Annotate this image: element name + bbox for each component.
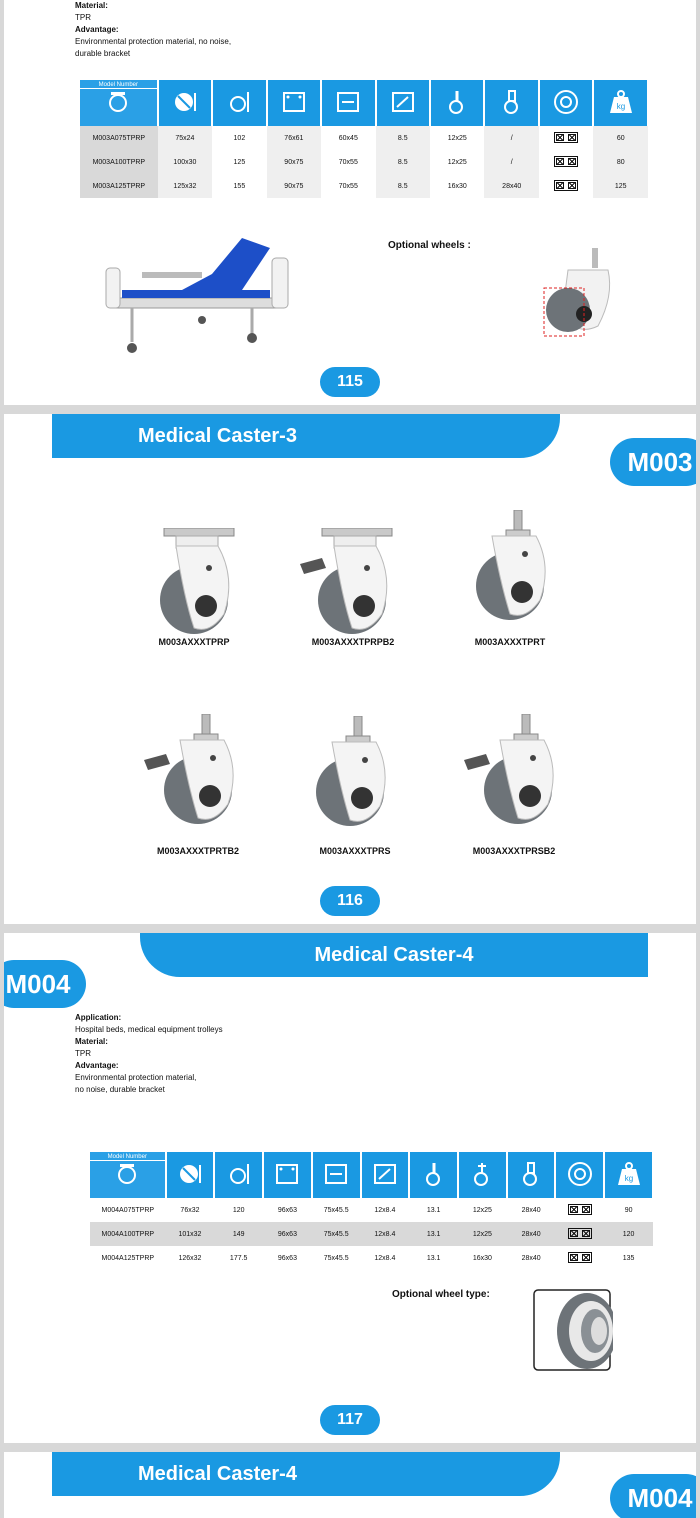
model-header-cell [80,80,158,126]
table-cell: 100x30 [158,150,212,174]
table-cell: 177.5 [214,1246,263,1270]
application-label: Application: [75,1013,122,1022]
table-cell: 90x75 [267,174,321,198]
table-cell: 12x8.4 [361,1222,410,1246]
bearing-cell [539,174,593,198]
table-cell: 76x61 [267,126,321,150]
table-cell: / [484,126,538,150]
wheel-diameter-icon [166,1152,215,1198]
table-header-row [90,1152,653,1198]
advantage-label: Advantage: [75,1061,119,1070]
stem-icon [430,80,484,126]
table-cell: 8.5 [376,150,430,174]
table-row [90,1246,653,1270]
height-icon [214,1152,263,1198]
bearing-symbol [554,180,578,191]
advantage-line: Environmental protection material, no noise, [75,37,232,46]
table-cell: 75x45.5 [312,1222,361,1246]
advantage-line: durable bracket [75,49,131,58]
model-header: Model Number [90,1154,165,1161]
model-cell: M003A125TPRP [80,174,158,198]
table-cell: 28x40 [507,1198,556,1222]
badge-text: M004 [5,969,71,999]
table-row [80,150,648,174]
material-value: TPR [75,13,91,22]
table-cell: 70x55 [321,174,375,198]
hospital-bed-image [102,234,302,356]
stem-diameter-icon [409,1152,458,1198]
table-cell: 76x32 [166,1198,215,1222]
bearing-cell [555,1246,604,1270]
model-cell: M004A125TPRP [90,1246,166,1270]
page-number: 115 [320,367,380,397]
table-cell: 12x8.4 [361,1198,410,1222]
table-cell: 8.5 [376,126,430,150]
table-cell: 12x25 [458,1222,507,1246]
table-cell: 70x55 [321,150,375,174]
wheel-diameter-icon [158,80,212,126]
table-cell: 8.5 [376,174,430,198]
table-cell: 120 [604,1222,653,1246]
section-banner [52,414,560,458]
bearing-symbol [554,132,578,143]
bearing-cell [555,1198,604,1222]
table-cell: 102 [212,126,266,150]
plate-size-icon [267,80,321,126]
model-header-cell [90,1152,166,1198]
application-value: Hospital beds, medical equipment trolleys [75,1025,223,1034]
model-cell: M003A075TPRP [80,126,158,150]
table-cell: 13.1 [409,1222,458,1246]
catalog-page-117 [4,933,696,1443]
material-label: Material: [75,1,108,10]
table-cell: 125 [212,150,266,174]
caster-image [464,714,574,834]
bearing-symbol [554,156,578,167]
bearing-icon [555,1152,604,1198]
catalog-page-118 [4,1452,696,1518]
optional-wheels-label: Optional wheels : [388,240,471,251]
table-cell: 60 [593,126,648,150]
table-cell: 96x63 [263,1198,312,1222]
weight-kg-icon [593,80,648,126]
product-caption: M003AXXXTPRTB2 [156,846,240,856]
advantage-line: no noise, durable bracket [75,1085,165,1094]
model-cell: M004A100TPRP [90,1222,166,1246]
table-cell: 125 [593,174,648,198]
product-caption: M003AXXXTPRSB2 [472,846,556,856]
table-cell: 126x32 [166,1246,215,1270]
stem-socket-icon [507,1152,556,1198]
section-banner [52,1452,560,1496]
material-label: Material: [75,1037,108,1046]
table-cell: 75x24 [158,126,212,150]
table-cell: 80 [593,150,648,174]
bolt-hole-icon [376,80,430,126]
table-cell: 12x25 [430,150,484,174]
product-caption: M003AXXXTPRS [319,846,391,856]
badge-text: M003 [627,447,693,477]
table-cell: 96x63 [263,1222,312,1246]
optional-wheel-label: Optional wheel type: [392,1289,490,1300]
bearing-icon [539,80,593,126]
svg-text:kg: kg [624,1174,633,1183]
model-cell: M003A100TPRP [80,150,158,174]
spec-block [75,1012,223,1096]
table-cell: 101x32 [166,1222,215,1246]
banner-title: Medical Caster-4 [314,944,474,966]
bearing-cell [539,126,593,150]
table-cell: 149 [214,1222,263,1246]
table-cell: 60x45 [321,126,375,150]
model-cell: M004A075TPRP [90,1198,166,1222]
product-caption: M003AXXXTPRPB2 [311,637,395,647]
table-cell: 120 [214,1198,263,1222]
table-row [80,174,648,198]
table-cell: 13.1 [409,1246,458,1270]
table-cell: 28x40 [484,174,538,198]
caster-image [154,528,244,638]
spec-table [80,80,649,198]
table-row [80,126,648,150]
advantage-line: Environmental protection material, [75,1073,197,1082]
advantage-label: Advantage: [75,25,119,34]
page-number: 117 [320,1405,380,1435]
model-header: Model Number [80,82,157,89]
product-caption: M003AXXXTPRT [474,637,546,647]
table-cell: 12x8.4 [361,1246,410,1270]
table-cell: 90x75 [267,150,321,174]
spec-block [75,0,231,60]
table-cell: 90 [604,1198,653,1222]
optional-wheel-image [538,246,618,340]
bolt-hole-icon [361,1152,410,1198]
banner-title: Medical Caster-3 [138,425,297,447]
bearing-symbol [568,1252,592,1263]
catalog-page-115 [4,0,696,405]
table-cell: 75x45.5 [312,1198,361,1222]
table-cell: 28x40 [507,1222,556,1246]
table-cell: 16x30 [430,174,484,198]
stem-icon [458,1152,507,1198]
caster-image [144,714,254,834]
table-cell: 135 [604,1246,653,1270]
hole-spacing-icon [312,1152,361,1198]
model-badge [610,1474,696,1518]
caster-image [300,528,410,638]
section-banner [140,933,648,977]
bearing-cell [555,1222,604,1246]
banner-title: Medical Caster-4 [138,1463,297,1485]
product-caption: M003AXXXTPRP [158,637,230,647]
spec-table [90,1152,654,1270]
stem-socket-icon [484,80,538,126]
badge-text: M004 [627,1483,693,1513]
table-row [90,1222,653,1246]
table-header-row [80,80,648,126]
caster-icon [105,89,131,115]
bearing-cell [539,150,593,174]
height-icon [212,80,266,126]
plate-size-icon [263,1152,312,1198]
weight-kg-icon [604,1152,653,1198]
table-cell: 96x63 [263,1246,312,1270]
table-cell: 12x25 [458,1198,507,1222]
table-cell: 28x40 [507,1246,556,1270]
table-cell: / [484,150,538,174]
table-cell: 16x30 [458,1246,507,1270]
table-cell: 12x25 [430,126,484,150]
model-badge [610,438,696,486]
table-cell: 125x32 [158,174,212,198]
table-cell: 155 [212,174,266,198]
svg-text:kg: kg [616,102,625,111]
caster-icon [114,1161,140,1187]
bearing-symbol [568,1228,592,1239]
page-number: 116 [320,886,380,916]
model-badge [4,960,86,1008]
table-row [90,1198,653,1222]
table-cell: 75x45.5 [312,1246,361,1270]
caster-image [470,510,560,624]
catalog-page-116 [4,414,696,924]
material-value: TPR [75,1049,91,1058]
hole-spacing-icon [321,80,375,126]
caster-image [310,716,400,832]
bearing-symbol [568,1204,592,1215]
optional-wheel-image [533,1289,613,1373]
table-cell: 13.1 [409,1198,458,1222]
